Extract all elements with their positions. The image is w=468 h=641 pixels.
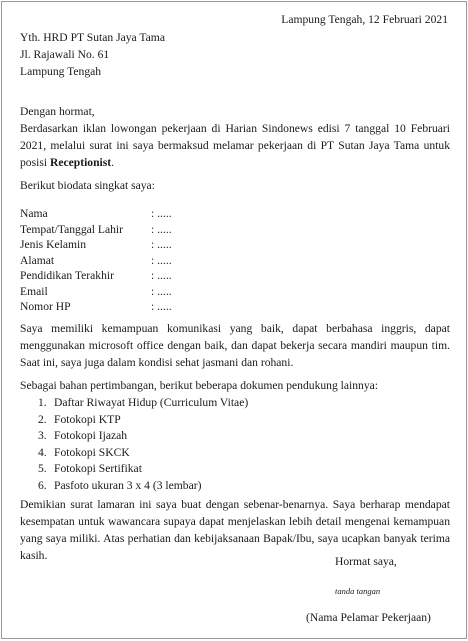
biodata-value: : ..... [151, 253, 172, 267]
position-name: Receptionist [49, 156, 112, 169]
document-text: Fotokopi KTP [54, 412, 121, 426]
document-number: 6. [38, 478, 47, 492]
biodata-row [20, 268, 320, 284]
place-date: Lampung Tengah, 12 Februari 2021 [281, 13, 448, 26]
documents-list [38, 395, 338, 494]
biodata-label: Pendidikan Terakhir [20, 269, 114, 282]
skills-paragraph: Saya memiliki kemampuan komunikasi yang baik, dapat berbahasa inggris, dapat menggunakan microsoft office dengan baik, dan dapat bekerja secara mandiri maupun tim. Saat ini, saya juga dalam kondisi sehat jasmani dan rohani. [20, 322, 450, 369]
opening-text: Berdasarkan iklan lowongan pekerjaan di Harian Sindonews edisi 7 tanggal 10 Februari 2021, melalui surat ini saya bermaksud melamar pekerjaan di PT Sutan Jaya Tama untuk posisi [20, 122, 450, 169]
biodata-row [20, 299, 320, 315]
biodata-value: : ..... [151, 284, 172, 298]
biodata-value: : ..... [151, 207, 172, 220]
biodata-row [20, 253, 320, 269]
biodata-label: Tempat/Tanggal Lahir [20, 222, 124, 236]
recipient-block [20, 30, 165, 81]
document-item [38, 478, 338, 495]
biodata-label: Jenis Kelamin [20, 238, 87, 251]
opening-paragraph [20, 120, 450, 171]
biodata-list [20, 206, 320, 315]
document-item [38, 428, 338, 445]
document-text: Fotokopi SKCK [54, 445, 130, 459]
biodata-label: Nomor HP [20, 300, 71, 313]
biodata-row [20, 206, 320, 222]
biodata-row [20, 222, 320, 238]
applicant-name: (Nama Pelamar Pekerjaan) [306, 611, 431, 624]
document-number: 1. [38, 396, 47, 409]
biodata-value: : ..... [151, 238, 172, 251]
biodata-value: : ..... [151, 300, 172, 313]
document-text: Daftar Riwayat Hidup (Curriculum Vitae) [54, 396, 249, 409]
document-item [38, 412, 338, 429]
biodata-row [20, 237, 320, 253]
closing-paragraph: Demikian surat lamaran ini saya buat dengan sebenar-benarnya. Saya berharap mendapat kesempatan untuk wawancara supaya dapat menjelaskan lebih detail mengenai kemampuan yang saya miliki. Atas perhatian dan kebijaksanaan Bapak/Ibu, saya ucapkan banyak terima kasih. [20, 498, 450, 562]
document-item [38, 461, 338, 478]
recipient-line: Jl. Rajawali No. 61 [20, 48, 110, 61]
recipient-line: Lampung Tengah [20, 65, 102, 78]
document-number: 3. [38, 429, 47, 442]
biodata-label: Nama [20, 207, 48, 220]
document-item [38, 395, 338, 412]
recipient-line: Yth. HRD PT Sutan Jaya Tama [20, 31, 165, 44]
letter-page [1, 1, 467, 639]
biodata-label: Email [20, 284, 48, 298]
document-text: Pasfoto ukuran 3 x 4 (3 lembar) [54, 478, 202, 492]
biodata-intro: Berikut biodata singkat saya: [20, 179, 155, 192]
document-text: Fotokopi Ijazah [54, 429, 128, 442]
opening-end: . [111, 156, 115, 169]
biodata-value: : ..... [151, 269, 172, 282]
document-text: Fotokopi Sertifikat [54, 462, 142, 475]
document-number: 5. [38, 462, 47, 475]
biodata-label: Alamat [20, 253, 55, 267]
document-item [38, 445, 338, 462]
biodata-value: : ..... [151, 222, 172, 236]
document-number: 4. [38, 445, 47, 459]
signature-placeholder: tanda tangan [335, 586, 381, 596]
documents-intro: Sebagai bahan pertimbangan, berikut beberapa dokumen pendukung lainnya: [20, 379, 379, 392]
biodata-row [20, 284, 320, 300]
closing-greeting: Hormat saya, [335, 555, 397, 568]
salutation: Dengan hormat, [20, 105, 95, 118]
document-number: 2. [38, 412, 47, 426]
